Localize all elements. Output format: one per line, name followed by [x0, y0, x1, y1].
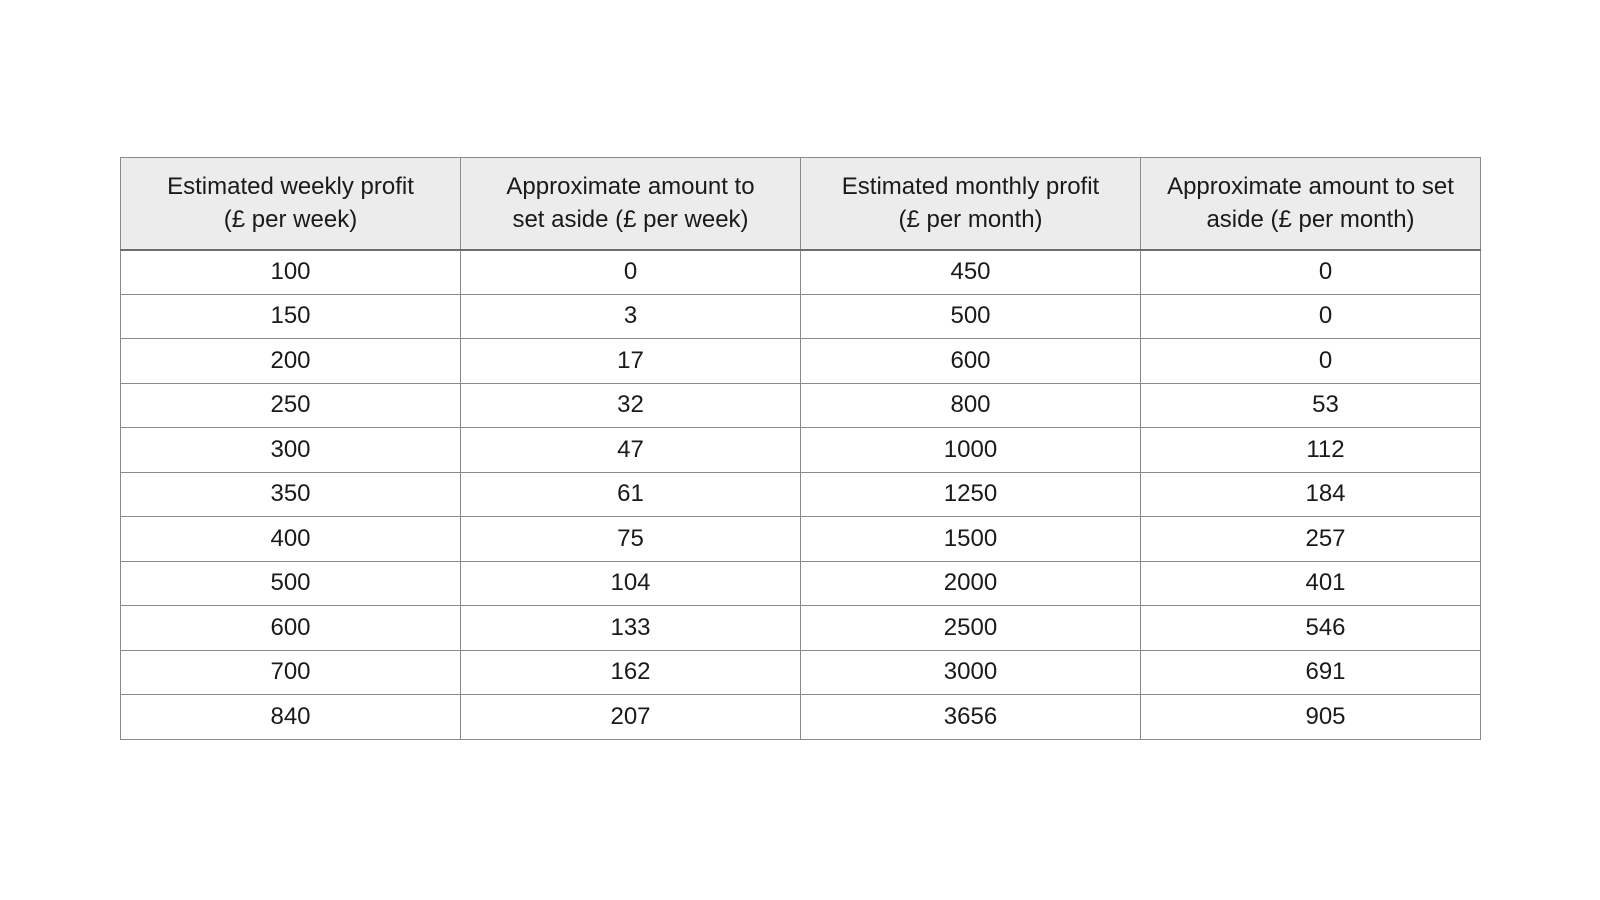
cell-monthly-set-aside: 112	[1141, 428, 1481, 473]
profit-set-aside-table-container	[120, 157, 1480, 740]
cell-weekly-profit: 100	[121, 250, 461, 295]
cell-monthly-set-aside: 0	[1141, 294, 1481, 339]
table-row	[121, 650, 1481, 695]
cell-monthly-set-aside: 0	[1141, 250, 1481, 295]
table-body	[121, 250, 1481, 740]
header-weekly-set-aside	[461, 158, 801, 250]
cell-weekly-profit: 300	[121, 428, 461, 473]
cell-weekly-profit: 250	[121, 383, 461, 428]
cell-monthly-profit: 1500	[801, 517, 1141, 562]
table-header	[121, 158, 1481, 250]
cell-monthly-set-aside: 0	[1141, 339, 1481, 384]
cell-monthly-set-aside: 184	[1141, 472, 1481, 517]
header-monthly-profit-line1: Estimated monthly profit	[841, 173, 1100, 201]
cell-weekly-profit: 600	[121, 606, 461, 651]
header-monthly-profit-line2: (£ per month)	[898, 206, 1043, 234]
cell-weekly-profit: 700	[121, 650, 461, 695]
cell-weekly-set-aside: 0	[461, 250, 801, 295]
header-monthly-set-aside-line2: aside (£ per month)	[1206, 206, 1415, 234]
header-weekly-profit-line1: Estimated weekly profit	[167, 173, 414, 201]
cell-weekly-profit: 150	[121, 294, 461, 339]
cell-weekly-profit: 500	[121, 561, 461, 606]
profit-set-aside-table	[120, 157, 1481, 740]
header-monthly-profit	[801, 158, 1141, 250]
cell-weekly-set-aside: 17	[461, 339, 801, 384]
cell-weekly-set-aside: 3	[461, 294, 801, 339]
cell-weekly-set-aside: 47	[461, 428, 801, 473]
cell-weekly-set-aside: 61	[461, 472, 801, 517]
cell-monthly-profit: 2000	[801, 561, 1141, 606]
cell-monthly-set-aside: 546	[1141, 606, 1481, 651]
table-row	[121, 339, 1481, 384]
cell-monthly-profit: 1000	[801, 428, 1141, 473]
cell-monthly-set-aside: 401	[1141, 561, 1481, 606]
table-row	[121, 472, 1481, 517]
cell-weekly-set-aside: 32	[461, 383, 801, 428]
cell-weekly-set-aside: 162	[461, 650, 801, 695]
cell-weekly-set-aside: 133	[461, 606, 801, 651]
cell-weekly-set-aside: 104	[461, 561, 801, 606]
table-row	[121, 517, 1481, 562]
header-weekly-profit-line2: (£ per week)	[223, 206, 358, 234]
cell-monthly-set-aside: 905	[1141, 695, 1481, 740]
header-weekly-profit	[121, 158, 461, 250]
cell-monthly-profit: 3000	[801, 650, 1141, 695]
table-row	[121, 250, 1481, 295]
header-weekly-set-aside-line1: Approximate amount to	[506, 173, 755, 201]
table-row	[121, 428, 1481, 473]
cell-monthly-profit: 1250	[801, 472, 1141, 517]
cell-monthly-set-aside: 691	[1141, 650, 1481, 695]
cell-weekly-set-aside: 207	[461, 695, 801, 740]
table-row	[121, 294, 1481, 339]
cell-weekly-profit: 350	[121, 472, 461, 517]
table-row	[121, 561, 1481, 606]
cell-monthly-profit: 500	[801, 294, 1141, 339]
cell-monthly-profit: 800	[801, 383, 1141, 428]
cell-monthly-profit: 3656	[801, 695, 1141, 740]
table-row	[121, 383, 1481, 428]
cell-monthly-profit: 2500	[801, 606, 1141, 651]
header-weekly-set-aside-line2: set aside (£ per week)	[512, 206, 749, 234]
cell-weekly-profit: 840	[121, 695, 461, 740]
header-row	[121, 158, 1481, 250]
header-monthly-set-aside	[1141, 158, 1481, 250]
cell-monthly-profit: 600	[801, 339, 1141, 384]
header-monthly-set-aside-line1: Approximate amount to set	[1167, 173, 1454, 201]
cell-monthly-set-aside: 53	[1141, 383, 1481, 428]
cell-monthly-set-aside: 257	[1141, 517, 1481, 562]
cell-monthly-profit: 450	[801, 250, 1141, 295]
cell-weekly-set-aside: 75	[461, 517, 801, 562]
cell-weekly-profit: 400	[121, 517, 461, 562]
table-row	[121, 695, 1481, 740]
cell-weekly-profit: 200	[121, 339, 461, 384]
table-row	[121, 606, 1481, 651]
